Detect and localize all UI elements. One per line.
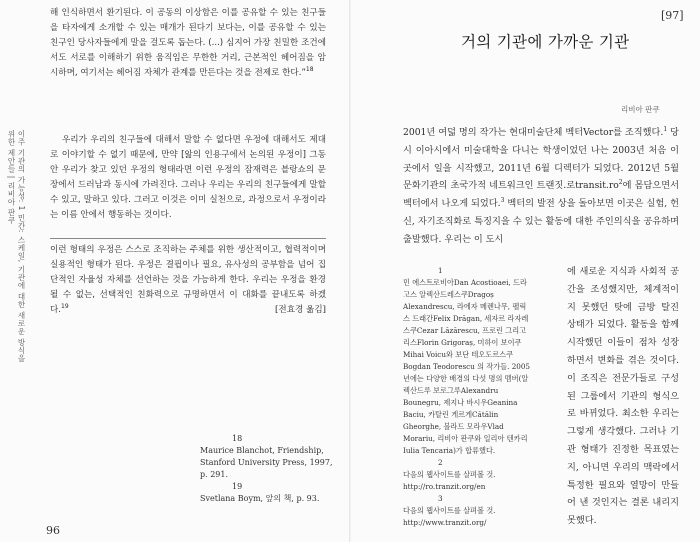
footnote-ref-3: 3: [500, 197, 505, 205]
footnote-text: 다음의 웹사이트를 살펴볼 것. http://ro.tranzit.org/en: [403, 470, 496, 491]
left-page-number: 96: [46, 524, 60, 537]
main-text-c: 에 몸담으면서 벡터에서 나오게 되었다.: [403, 180, 680, 210]
footnote-ref-18: 18: [305, 66, 314, 74]
footnote-number: 3: [438, 494, 443, 503]
main-text-a: 2001년 여덟 명의 작가는 현대미술단체 벡터Vector를 조직했다.: [403, 127, 664, 138]
paragraph-2: 우리가 우리의 친구들에 대해서 말할 수 없다면 우정에 대해서도 제대로 이야기할 수 없기 때문에, 만약 [앎의 인용구에서 논의된 우정이] 그동안 우리가 찾고 있던 우정의 형태라면 이런 우정의 잠재력은 블랑쇼의 문장에서 드러남과 동시에 가려진다. 그러나 우리는 우리의 친구들에게 말할 수 있고, 말하고 있다. 그러고 이것은 이미 실천으로, 과정으로서 우정이라는 이름 안에서 행동하는 것이다.: [50, 135, 326, 220]
chapter-author: 리비아 판쿠: [621, 105, 660, 114]
footnote-text: 다음의 웹사이트를 살펴볼 것. http://www.tranzit.org/: [403, 506, 496, 527]
paragraph-3-text: 이런 형태의 우정은 스스로 조직하는 주체를 위한 생산적이고, 협력적이며 실용적인 형태가 된다. 우정은 결핍이나 필요, 유사성의 공부함을 넘어 집단적인 자율성 자체를 선언하는 것을 가능하게 한다. 우리는 우정을 환경될 수 없는, 선택적인 친화력으로 규명하면서 이 대화를 끝내도록 하겠다.: [50, 245, 326, 315]
main-paragraph-continued: 에 새로운 지식과 사회적 공간을 조성했지만, 체계적이지 못했던 탓에 금방 탈진 상태가 되었다. 활동을 함께 시작했던 이들이 점차 성장하면서 변화를 겪은 것이다. 이 조직은 전문가들로 구성된 그룹에서 기관의 형식으로 바뀌었다. 최소한 우리는 그렇게 생각했다. 그러나 기관 형태가 진정한 목표였는지, 아니면 우리의 맥락에서 특정한 필요와 열망이 만들어 낸 것인지는 결론 내리지 못했다.: [567, 266, 679, 527]
translator-credit: [전효경 옮김]: [275, 305, 326, 315]
right-page: [351, 0, 700, 542]
right-page-number: [97]: [661, 9, 684, 22]
right-footnotes: [403, 265, 531, 529]
footnote-text: 민 에스트로비아Dan Acostioaei, 드라고스 알렉산드레스쿠Dragoș Alexandrescu, 라에자 메렌나무, 펠릭스 드래간Felix Drăgan, 세자르 라자레스쿠Cezar Lăzărescu, 프로린 그리고리스Florin Grigoraș, 미하이 보이쿠Mihai Voicu와 보단 테오도르스쿠 Bogdan Teodorescu 의 작가들. 2005년에는 다양한 배경의 다섯 명의 멤버(알렉산드루 보로그루Alexandru Bounegru, 제지나 바시우Geanina Baciu, 카탈린 게르게Cătălin Gheorghe, 블라드 모라우Vlad Morariu, 리비아 판쿠와 일리아 텐카리Iulia Tencaria)가 합류했다.: [403, 278, 530, 455]
paragraph-1-text: 해 인식하면서 환기된다. 이 공동의 이상함은 이를 공유할 수 있는 친구들을 타자에게 소개할 수 있는 매개가 된다기 보다는, 이를 공유할 수 있는 친구인 당사자들에게 말을 걸도록 돕는다. (...) 심지어 가장 친밀한 조건에서도 서로를 이해하기 위한 움직임은 무한한 거리, 근본적인 헤어짐을 암시하며, 여기서는 헤어짐 자체가 관계를 만든다는 것을 전제로 한다.”: [50, 8, 326, 78]
chapter-title: 거의 기관에 가까운 기관: [461, 33, 630, 51]
main-paragraph: [403, 124, 679, 249]
footnote-ref-2: 2: [618, 179, 623, 187]
footnote-number: 19: [232, 482, 243, 491]
footnote-number: 1: [438, 266, 443, 275]
footnote-ref-19: 19: [61, 303, 69, 311]
left-footnotes: [200, 433, 340, 505]
running-head-vertical: [7, 130, 50, 370]
running-head-text: 이주 기관의 가능성: 1 민간: 스케일, 기관에 대한 새로운 방식을 위한 제안들 | 리비아 판쿠: [7, 130, 26, 363]
main-text-d: 벡터의 발전 상을 돌아보면 이곳은 실험, 헌신, 자기조직화로 특징지을 수 있는 활동에 대한 주인의식을 공유하며 출발했다. 우리는 이 도시: [403, 198, 679, 245]
footnote-text: Svetlana Boym, 앞의 책, p. 93.: [200, 494, 320, 503]
left-page: [0, 0, 349, 542]
paragraph-1: [50, 6, 326, 81]
paragraph-3: [50, 243, 326, 318]
footnote-number: 2: [438, 458, 443, 467]
footnote-ref-1: 1: [663, 125, 668, 133]
main-text-b: 당시 이아시에서 미술대학을 다니는 학생이었던 나는 2003년 처음 이곳에서 일을 시작했고, 2011년 6월 디렉터가 되었다. 2012년 5월 문화기관의 초국가적 네트워크인 트랜짓.로transit.ro: [403, 127, 679, 192]
section-divider: [50, 238, 326, 239]
footnote-number: 18: [232, 434, 243, 443]
footnote-text: Maurice Blanchot, Friendship, Stanford University Press, 1997, p. 291.: [200, 446, 333, 479]
